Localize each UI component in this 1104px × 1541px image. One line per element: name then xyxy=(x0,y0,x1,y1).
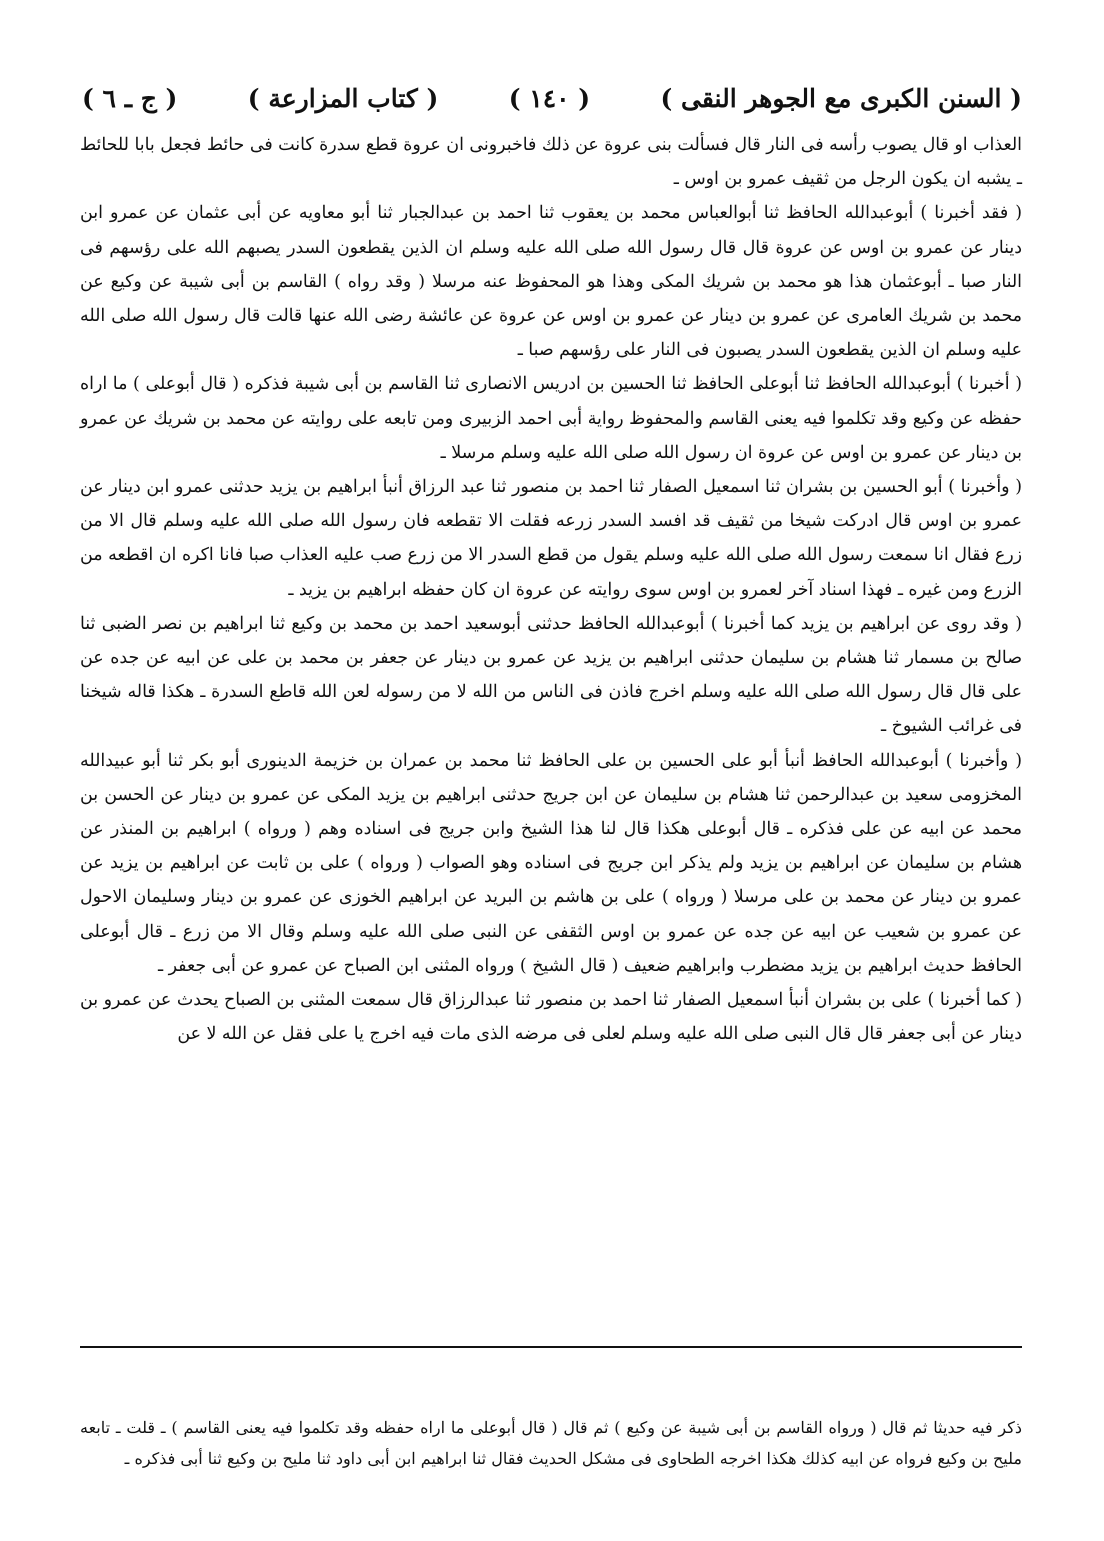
book-title: ( السنن الكبرى مع الجوهر النقى ) xyxy=(660,83,1022,113)
running-header xyxy=(82,78,1022,118)
footnote-section xyxy=(80,1412,1022,1474)
main-text xyxy=(80,128,1022,1051)
paragraph: ( كما أخبرنا ) على بن بشران أنبأ اسمعيل الصفار ثنا احمد بن منصور ثنا عبدالرزاق قال سمعت المثنى بن الصباح يحدث عن عمرو بن دينار عن أبى جعفر قال قال النبى صلى الله عليه وسلم لعلى فى مرضه الذى مات فيه اخرج يا على فقل عن الله لا عن xyxy=(80,990,1022,1045)
paragraph: ( وأخبرنا ) أبوعبدالله الحافظ أنبأ أبو على الحسين بن على الحافظ ثنا محمد بن عمران بن خزيمة الدينورى أبو بكر ثنا أبو عبيدالله المخزومى سعيد بن عبدالرحمن ثنا هشام بن سليمان عن ابن جريج حدثنى ابراهيم بن يزيد المكى عن عمرو بن دينار عن الحسن بن محمد عن ابيه عن على فذكره ـ قال أبوعلى هكذا قال لنا هذا الشيخ وابن جريج فى اسناده وهم ( ورواه ) ابراهيم بن المنذر عن هشام بن سليمان عن ابراهيم بن يزيد ولم يذكر ابن جريج فى اسناده وهو الصواب ( ورواه ) على بن ثابت عن ابراهيم بن يزيد عن عمرو بن دينار عن محمد بن على مرسلا ( ورواه ) على بن هاشم بن البريد عن ابراهيم الخوزى عن عمرو بن دينار وسليمان الاحول عن عمرو بن شعيب عن ابيه عن جده عن عمرو بن اوس الثقفى عن النبى صلى الله عليه وسلم وقال الا من زرع ـ قال أبوعلى الحافظ حديث ابراهيم بن يزيد مضطرب وابراهيم ضعيف ( قال الشيخ ) ورواه المثنى ابن الصباح عن عمرو عن أبى جعفر ـ xyxy=(80,750,1022,976)
footnote-paragraph: ذكر فيه حديثا ثم قال ( ورواه القاسم بن أبى شيبة عن وكيع ) ثم قال ( قال أبوعلى ما اراه حفظه وقد تكلموا فيه يعنى القاسم ) ـ قلت ـ تابعه مليح بن وكيع فرواه عن ابيه كذلك هكذا اخرجه الطحاوى فى مشكل الحديث فقال ثنا ابراهيم ابن أبى داود ثنا مليح بن وكيع ثنا أبى فذكره ـ xyxy=(80,1418,1022,1468)
chapter-title: ( كتاب المزارعة ) xyxy=(247,83,439,113)
page-number: ( ١٤٠ ) xyxy=(508,83,591,113)
paragraph: ( أخبرنا ) أبوعبدالله الحافظ ثنا أبوعلى الحافظ ثنا الحسين بن ادريس الانصارى ثنا القاسم بن أبى شيبة فذكره ( قال أبوعلى ) ما اراه حفظه عن وكيع وقد تكلموا فيه يعنى القاسم والمحفوظ رواية أبى احمد الزبيرى ومن تابعه على روايته عن محمد بن شريك عن عمرو بن دينار عن عمرو بن اوس عن عروة ان رسول الله صلى الله عليه وسلم مرسلا ـ xyxy=(80,374,1022,463)
paragraph: ( وأخبرنا ) أبو الحسين بن بشران ثنا اسمعيل الصفار ثنا احمد بن منصور ثنا عبد الرزاق أنبأ ابراهيم بن يزيد حدثنى عمرو ابن دينار عن عمرو بن اوس قال ادركت شيخا من ثقيف قد افسد السدر زرعه فقلت الا تقطعه فان رسول الله صلى الله عليه وسلم قال الا من زرع فقال انا سمعت رسول الله صلى الله عليه وسلم يقول من قطع السدر الا من زرع صب عليه العذاب صبا فانا اكره ان اقطعه من الزرع ومن غيره ـ فهذا اسناد آخر لعمرو بن اوس سوى روايته عن عروة ان كان حفظه ابراهيم بن يزيد ـ xyxy=(80,477,1022,600)
volume-number: ( ج ـ ٦ ) xyxy=(82,83,178,113)
paragraph: العذاب او قال يصوب رأسه فى النار قال فسألت بنى عروة عن ذلك فاخبرونى ان عروة قطع سدرة كانت فى حائط فجعل بابا للحائط ـ يشبه ان يكون الرجل من ثقيف عمرو بن اوس ـ xyxy=(80,135,1022,190)
paragraph: ( فقد أخبرنا ) أبوعبدالله الحافظ ثنا أبوالعباس محمد بن يعقوب ثنا احمد بن عبدالجبار ثنا أبو معاويه عن أبى عثمان عن عمرو ابن دينار عن عمرو بن اوس عن عروة قال قال رسول الله صلى الله عليه وسلم ان الذين يقطعون السدر يصبهم الله على رؤسهم فى النار صبا ـ أبوعثمان هذا هو محمد بن شريك المكى وهذا هو المحفوظ عنه مرسلا ( وقد رواه ) القاسم بن أبى شيبة عن وكيع عن محمد بن شريك العامرى عن عمرو بن دينار عن عمرو بن اوس عن عروة عن عائشة رضى الله عنها قالت قال رسول الله صلى الله عليه وسلم ان الذين يقطعون السدر يصبون فى النار على رؤسهم صبا ـ xyxy=(80,203,1022,361)
footnote-divider xyxy=(80,1346,1022,1348)
paragraph: ( وقد روى عن ابراهيم بن يزيد كما أخبرنا ) أبوعبدالله الحافظ حدثنى أبوسعيد احمد بن محمد بن وكيع ثنا ابراهيم بن نصر الضبى ثنا صالح بن مسمار ثنا هشام بن سليمان حدثنى ابراهيم بن يزيد عن عمرو بن دينار عن جعفر بن محمد بن على عن ابيه عن جده عن على قال قال رسول الله صلى الله عليه وسلم اخرج فاذن فى الناس من الله لا من رسوله لعن الله قاطع السدرة ـ هكذا قاله شيخنا فى غرائب الشيوخ ـ xyxy=(80,613,1022,737)
